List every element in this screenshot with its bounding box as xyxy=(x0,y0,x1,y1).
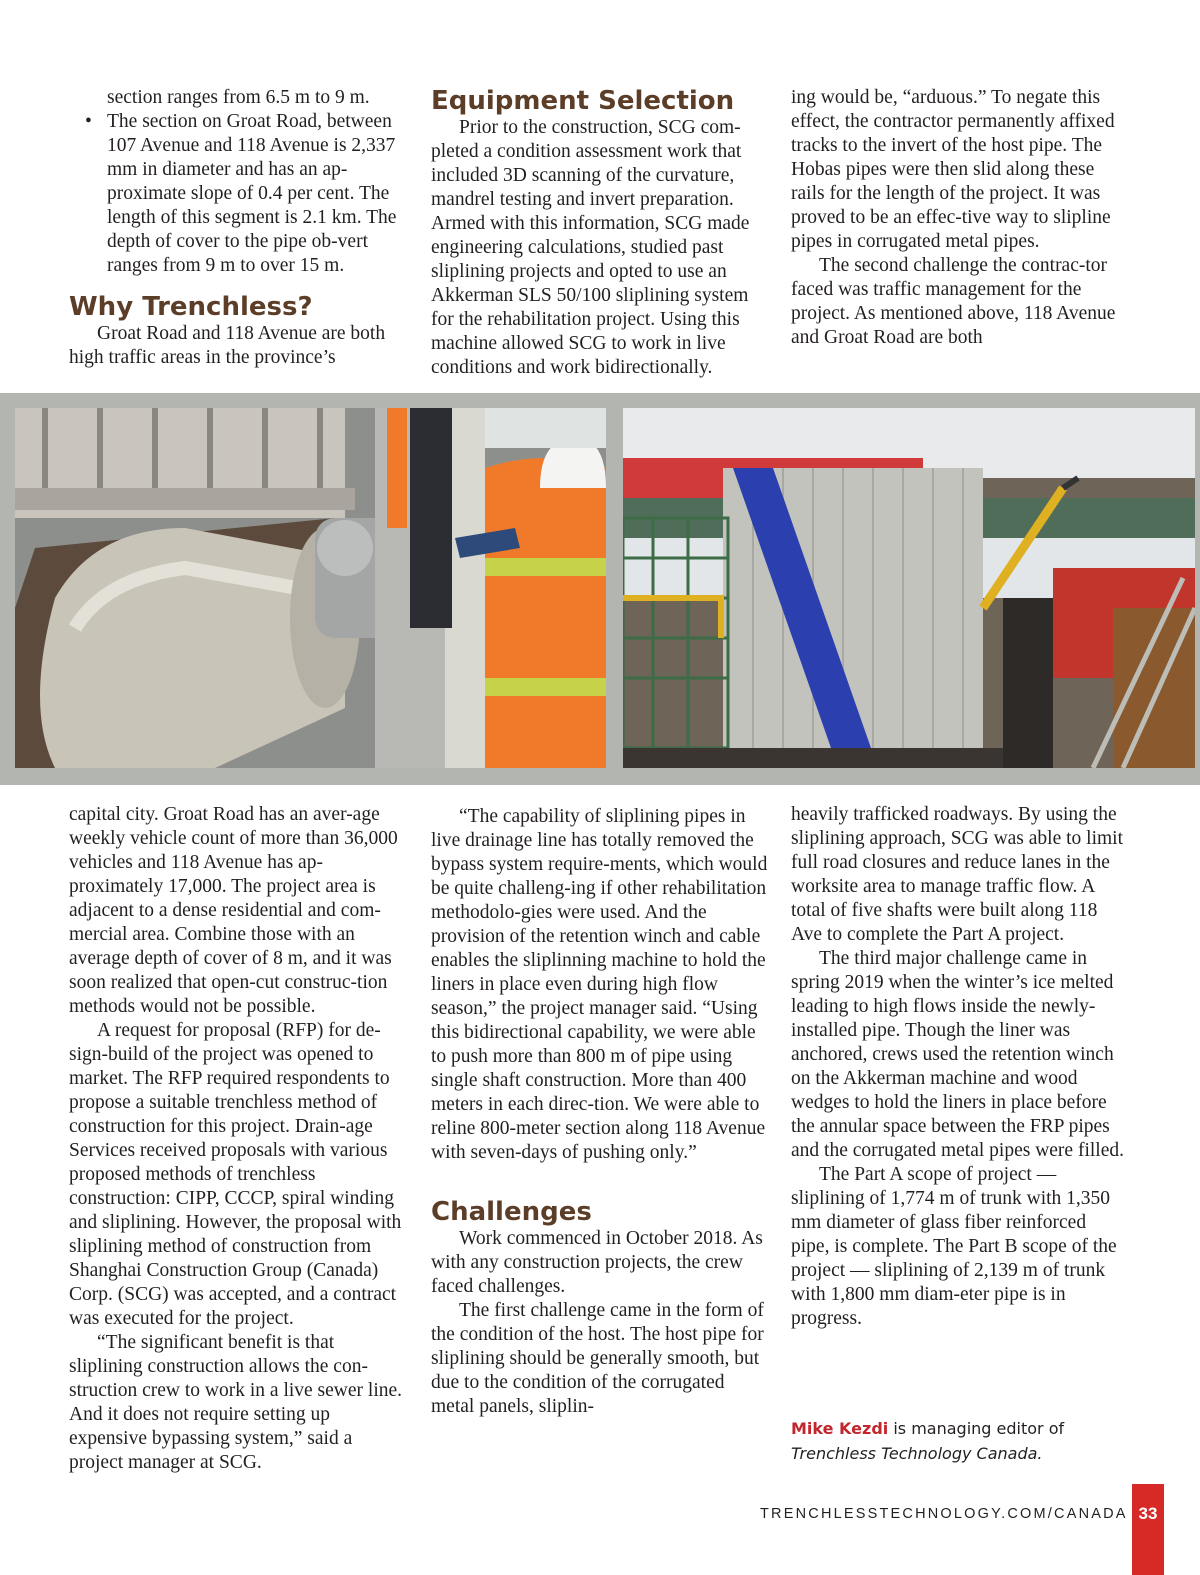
paragraph: The first challenge came in the form of the condition of the host. The host pipe for sliplining should be generally smooth, but due to the condition of the corrugated metal panels, sliplin- xyxy=(431,1300,764,1417)
top-right-column xyxy=(791,86,1129,350)
photo-worksite-fence xyxy=(623,408,1195,768)
paragraph: A request for proposal (RFP) for de-sign-build of the project was opened to market. The RFP required respondents to propose a suitable trenchless method of construction for this project. Drain-age Services received proposals with various proposed methods of trenchless construction: CIPP, CCCP, spiral winding and sliplining. However, the proposal with sliplining method of construction from Shanghai Construction Group (Canada) Corp. (SCG) was accepted, and a contract was executed for the project. xyxy=(69,1020,402,1329)
author-role: is managing editor of xyxy=(888,1419,1065,1438)
paragraph: capital city. Groat Road has an aver-age weekly vehicle count of more than 36,000 vehicles and 118 Avenue has ap-proximately 17,000. The project area is adjacent to a dense residential and com-mercial area. Combine those with an average depth of cover of 8 m, and it was soon realized that open-cut construc-tion methods would not be possible. xyxy=(69,804,398,1017)
paragraph: The second challenge the contrac-tor faced was traffic management for the project. As mentioned above, 118 Avenue and Groat Road are both xyxy=(791,255,1116,348)
paragraph: The Part A scope of project — sliplining of 1,774 m of trunk with 1,350 mm diameter of glass fiber reinforced pipe, is complete. The Part B scope of the project — sliplining of 2,139 m of trunk with 1,800 mm diam-eter pipe is in progress. xyxy=(791,1164,1117,1329)
page-number: 33 xyxy=(1138,1504,1158,1523)
author-name: Mike Kezdi xyxy=(791,1419,889,1438)
paragraph: heavily trafficked roadways. By using the sliplining approach, SCG was able to limit full road closures and reduce lanes in the worksite area to manage traffic flow. A total of five shafts were built along 118 Ave to complete the Part A project. xyxy=(791,804,1124,945)
list-item xyxy=(69,110,409,278)
top-middle-column xyxy=(431,86,768,380)
paragraph: Groat Road and 118 Avenue are both high traffic areas in the province’s xyxy=(69,323,386,368)
photo-fence-image xyxy=(623,408,1195,768)
page-number-tab xyxy=(1132,1484,1164,1575)
top-left-column xyxy=(69,86,409,370)
publication-name: Trenchless Technology Canada. xyxy=(791,1444,1043,1463)
bottom-middle-column xyxy=(431,805,768,1419)
paragraph: The third major challenge came in spring 2019 when the winter’s ice melted leading to high flows inside the newly-installed pipe. Though the liner was anchored, crews used the retention winch on the Akkerman machine and wood wedges to hold the liners in place before the annular space between the FRP pipes and the corrugated metal pipes were filled. xyxy=(791,948,1124,1161)
heading-equipment-selection: Equipment Selection xyxy=(431,86,735,116)
paragraph: Prior to the construction, SCG com-pleted a condition assessment work that included 3D scanning of the curvature, mandrel testing and invert preparation. Armed with this information, SCG made engineering calculations, studied past sliplining projects and opted to use an Akkerman SLS 50/100 sliplining system for the rehabilitation project. Using this machine allowed SCG to work in live conditions and work bidirectionally. xyxy=(431,117,750,378)
paragraph: ing would be, “arduous.” To negate this effect, the contractor permanently affixed tracks to the invert of the host pipe. The Hobas pipes were then slid along these rails for the length of the project. It was proved to be an effec-tive way to slipline pipes in corrugated metal pipes. xyxy=(791,87,1115,252)
bullet-icon: • xyxy=(85,111,92,132)
photo-sliplining-machine xyxy=(15,408,606,768)
bullet-list xyxy=(69,110,409,278)
bullet-continuation: section ranges from 6.5 m to 9 m. xyxy=(107,87,370,108)
paragraph: “The capability of sliplining pipes in live drainage line has totally removed the bypass system require-ments, which would be quite challeng-ing if other rehabilitation methodolo-gies were used. And the provision of the retention winch and cable enables the sliplinning machine to hold the liners in place even during high flow season,” the project manager said. “Using this bidirectional capability, we were able to push more than 800 m of pipe using single shaft construction. More than 400 meters in each direc-tion. We were able to reline 800-meter section along 118 Avenue with seven-days of pushing only.” xyxy=(431,806,768,1163)
heading-challenges: Challenges xyxy=(431,1197,592,1227)
paragraph: Work commenced in October 2018. As with any construction projects, the crew faced challenges. xyxy=(431,1228,763,1297)
author-byline xyxy=(791,1416,1131,1466)
bottom-right-column xyxy=(791,803,1129,1331)
heading-why-trenchless: Why Trenchless? xyxy=(69,292,313,322)
bullet-text: The section on Groat Road, between 107 Avenue and 118 Avenue is 2,337 mm in diameter and has an ap-proximate slope of 0.4 per cent. The length of this segment is 2.1 km. The depth of cover to the pipe ob-vert ranges from 9 m to over 15 m. xyxy=(107,111,397,276)
footer-site-url: TRENCHLESSTECHNOLOGY.COM/CANADA xyxy=(760,1506,1128,1522)
photo-pipe-image xyxy=(15,408,606,768)
bottom-left-column xyxy=(69,803,409,1475)
paragraph: “The significant benefit is that sliplining construction allows the con-struction crew to work in a live sewer line. And it does not require setting up expensive bypassing system,” said a project manager at SCG. xyxy=(69,1332,403,1473)
